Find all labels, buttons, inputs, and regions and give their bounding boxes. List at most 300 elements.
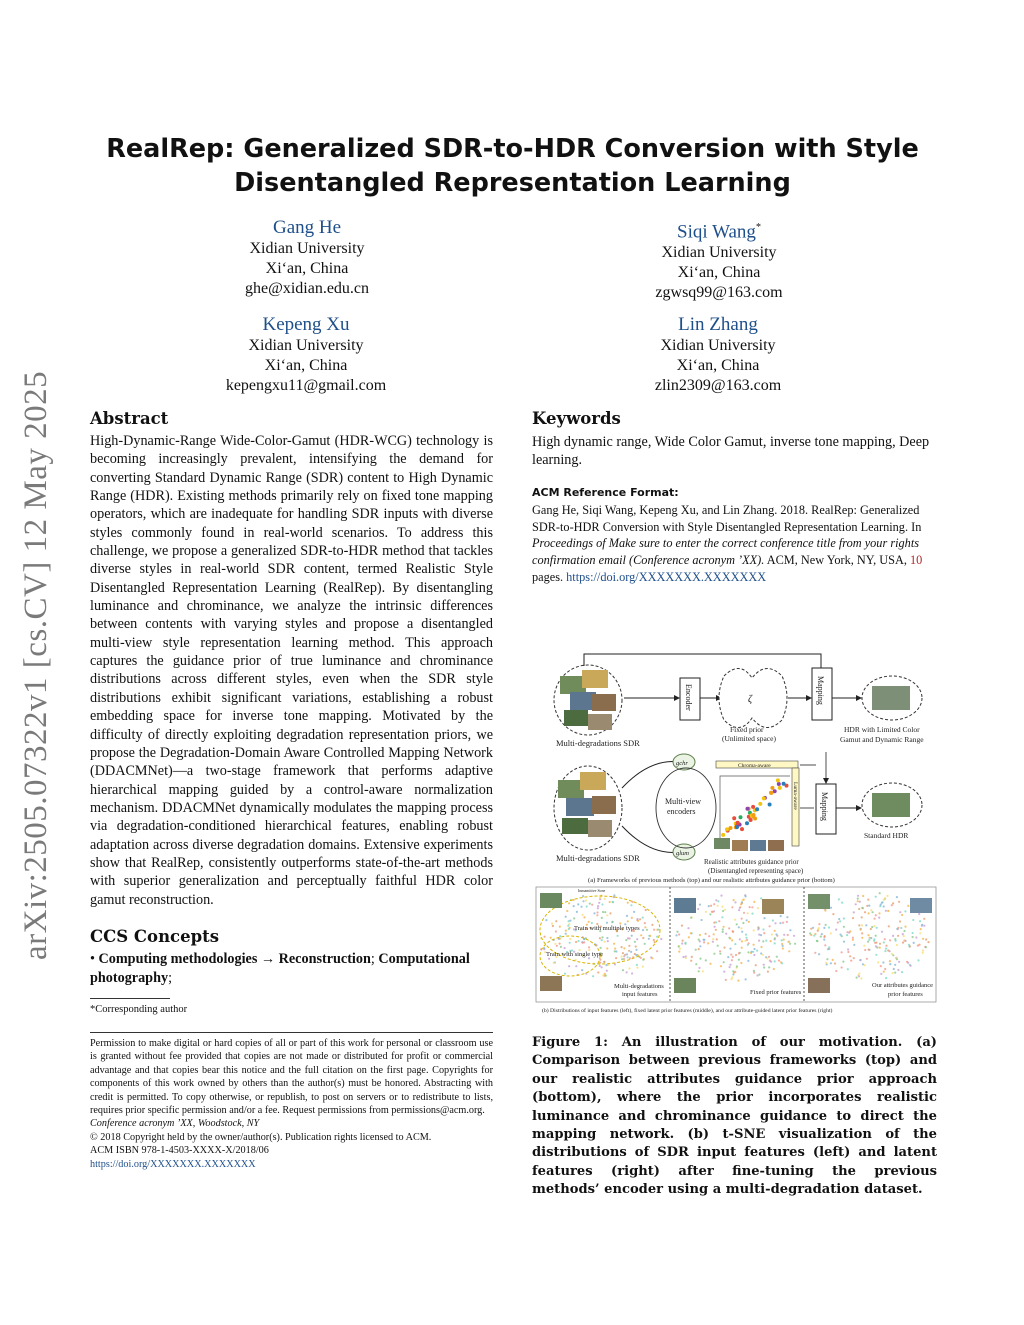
tsne-point (713, 903, 715, 905)
tsne-point (751, 906, 753, 908)
tsne-point (601, 936, 603, 938)
tsne-point (763, 964, 765, 966)
tsne-point (741, 931, 743, 933)
tsne-point (631, 935, 633, 937)
author-location: Xi‘an, China (677, 264, 761, 282)
tsne-point (729, 948, 731, 950)
tsne-thumb (540, 893, 562, 908)
author-email: zlin2309@163.com (654, 377, 782, 394)
tsne-point (591, 904, 593, 906)
tsne-point (913, 942, 915, 944)
tsne-point (727, 956, 729, 958)
prior-point (732, 816, 736, 820)
tsne-point (912, 936, 914, 938)
tsne-point (915, 936, 917, 938)
tsne-point (875, 954, 877, 956)
tsne-point (545, 919, 547, 921)
tsne-point (636, 918, 638, 920)
arrowhead (856, 805, 862, 811)
tsne-point (768, 956, 770, 958)
ccs-concepts (90, 950, 493, 987)
tsne-point (656, 936, 658, 938)
tsne-point (745, 937, 747, 939)
author-block-3 (176, 314, 436, 396)
tsne-point (740, 903, 742, 905)
realistic-prior-label-2: (Disentangled representing space) (708, 867, 804, 875)
train-multiple-label: Train with multiple types (574, 925, 640, 932)
tsne-point (782, 922, 784, 924)
conference-line: Conference acronym ’XX, Woodstock, NY (90, 1118, 260, 1130)
tsne-point (879, 947, 881, 949)
tsne-point (775, 933, 777, 935)
tsne-point (556, 945, 558, 947)
tsne-point (588, 921, 590, 923)
tsne-point (861, 932, 863, 934)
tsne-point (828, 926, 830, 928)
tsne-point (742, 922, 744, 924)
standard-hdr-label: Standard HDR (864, 831, 909, 840)
tsne-point (753, 929, 755, 931)
tsne-point (884, 897, 886, 899)
tsne-point (847, 948, 849, 950)
tsne-point (830, 907, 832, 909)
tsne-point (751, 913, 753, 915)
ref-pages-word: pages. (532, 569, 567, 584)
tsne-point (765, 940, 767, 942)
tsne-point (569, 927, 571, 929)
tsne-point (897, 927, 899, 929)
abstract-heading: Abstract (90, 409, 169, 428)
tsne-point (748, 921, 750, 923)
prior-point (768, 803, 772, 807)
tsne-point (676, 931, 678, 933)
tsne-point (588, 946, 590, 948)
prior-thumb (714, 838, 730, 849)
tsne-point (613, 943, 615, 945)
tsne-point (567, 925, 569, 927)
tsne-point (599, 937, 601, 939)
tsne-point (631, 972, 633, 974)
tsne-point (741, 918, 743, 920)
tsne-point (698, 967, 700, 969)
tsne-point (881, 931, 883, 933)
tsne-point (842, 961, 844, 963)
tsne-point (575, 965, 577, 967)
prior-point (770, 786, 774, 790)
tsne-point (582, 900, 584, 902)
tsne-point (753, 901, 755, 903)
tsne-point (745, 978, 747, 980)
terminator: ; (168, 969, 173, 986)
author-name[interactable]: Kepeng Xu (262, 314, 350, 335)
ref-doi-link[interactable]: https://doi.org/XXXXXXX.XXXXXXX (566, 569, 767, 584)
tsne-point (902, 933, 904, 935)
tsne-point (721, 916, 723, 918)
tsne-point (872, 911, 874, 913)
tsne-point (589, 903, 591, 905)
tsne-point (738, 926, 740, 928)
tsne-point (868, 912, 870, 914)
tsne-point (878, 912, 880, 914)
panel3-label-1: Our attributes guidance (872, 982, 934, 989)
tsne-point (731, 906, 733, 908)
author-email: zgwsq99@163.com (655, 284, 783, 302)
tsne-point (740, 962, 742, 964)
tsne-point (734, 943, 736, 945)
tsne-point (834, 962, 836, 964)
tsne-point (718, 920, 720, 922)
tsne-point (735, 954, 737, 956)
tsne-point (713, 933, 715, 935)
tsne-point (745, 895, 747, 897)
tsne-point (729, 937, 731, 939)
tsne-point (774, 937, 776, 939)
tsne-point (559, 935, 561, 937)
tsne-point (729, 964, 731, 966)
tsne-point (646, 929, 648, 931)
tsne-point (653, 929, 655, 931)
ref-publisher: ACM, New York, NY, USA, (764, 553, 910, 568)
tsne-point (859, 959, 861, 961)
tsne-point (832, 959, 834, 961)
tsne-point (874, 925, 876, 927)
tsne-point (695, 949, 697, 951)
fixed-prior-blob (719, 668, 787, 727)
tsne-point (774, 922, 776, 924)
arrowhead (806, 695, 812, 701)
tsne-point (770, 961, 772, 963)
tsne-point (648, 938, 650, 940)
tsne-point (631, 917, 633, 919)
tsne-point (601, 939, 603, 941)
prior-thumb (768, 840, 784, 851)
tsne-point (628, 967, 630, 969)
tsne-point (875, 945, 877, 947)
ccs-term-1: Computing methodologies (98, 951, 258, 967)
tsne-point (874, 942, 876, 944)
tsne-point (786, 916, 788, 918)
tsne-point (741, 940, 743, 942)
tsne-point (564, 947, 566, 949)
doi-link[interactable]: https://doi.org/XXXXXXX.XXXXXXX (90, 1158, 256, 1170)
tsne-point (880, 973, 882, 975)
tsne-point (852, 917, 854, 919)
tsne-point (582, 914, 584, 916)
tsne-point (823, 927, 825, 929)
tsne-point (847, 968, 849, 970)
tsne-point (591, 922, 593, 924)
tsne-point (734, 919, 736, 921)
tsne-point (626, 915, 628, 917)
tsne-point (609, 901, 611, 903)
title-line-2: Disentangled Representation Learning (234, 168, 791, 198)
tsne-point (565, 933, 567, 935)
tsne-point (576, 911, 578, 913)
tsne-point (614, 963, 616, 965)
tsne-point (927, 941, 929, 943)
tsne-point (748, 942, 750, 944)
prior-point (778, 786, 782, 790)
tsne-point (710, 905, 712, 907)
tsne-point (781, 943, 783, 945)
prior-point (745, 821, 749, 825)
tsne-point (918, 913, 920, 915)
ref-page-count[interactable]: 10 (910, 553, 923, 568)
author-name[interactable]: Siqi Wang* (677, 221, 761, 243)
chroma-aware-label: Chroma-aware (738, 763, 771, 769)
figure-caption: Figure 1: An illustration of our motivation. (a) Comparison between previous frameworks (top) and our realistic attributes guidance prior approach (bottom), where the prior incorporates realistic luminance and chrominance guidance to direct the mapping network. (b) t-SNE visualization of the distributions of SDR input features (left) and latent features (right) after fine-tuning the previous methods’ encoder using a multi-degradation dataset. (532, 1035, 937, 1198)
tsne-point (841, 966, 843, 968)
sdr-thumb (588, 820, 612, 837)
tsne-point (902, 942, 904, 944)
tsne-point (894, 938, 896, 940)
tsne-point (708, 935, 710, 937)
tsne-point (596, 911, 598, 913)
tsne-point (876, 927, 878, 929)
tsne-point (756, 950, 758, 952)
tsne-point (788, 950, 790, 952)
tsne-point (598, 902, 600, 904)
tsne-point (809, 932, 811, 934)
acm-reference-heading: ACM Reference Format: (532, 486, 679, 499)
tsne-point (868, 905, 870, 907)
tsne-point (818, 923, 820, 925)
tsne-point (879, 943, 881, 945)
tsne-point (577, 940, 579, 942)
tsne-point (898, 901, 900, 903)
gchr-label: gchr (676, 760, 688, 767)
tsne-point (853, 957, 855, 959)
tsne-point (782, 947, 784, 949)
tsne-point (892, 954, 894, 956)
tsne-point (835, 929, 837, 931)
tsne-point (874, 918, 876, 920)
sdr-thumb (564, 710, 588, 726)
tsne-point (732, 930, 734, 932)
tsne-point (606, 947, 608, 949)
author-affiliation: Xidian University (661, 244, 777, 262)
tsne-point (824, 935, 826, 937)
tsne-point (732, 973, 734, 975)
tsne-point (837, 921, 839, 923)
prior-point (752, 813, 756, 817)
tsne-point (734, 971, 736, 973)
tsne-point (699, 934, 701, 936)
tsne-point (887, 949, 889, 951)
ccs-heading: CCS Concepts (90, 927, 220, 946)
tsne-point (565, 916, 567, 918)
tsne-point (622, 952, 624, 954)
author-affiliation: Xidian University (249, 240, 365, 257)
tsne-point (769, 925, 771, 927)
tsne-point (722, 928, 724, 930)
sdr-thumb (588, 714, 612, 730)
tsne-point (731, 959, 733, 961)
tsne-point (898, 961, 900, 963)
tsne-point (550, 937, 552, 939)
ccs-term-3: Computational photography (90, 951, 470, 986)
tsne-point (858, 975, 860, 977)
tsne-point (560, 946, 562, 948)
prior-point (782, 782, 786, 786)
tsne-point (577, 903, 579, 905)
tsne-point (757, 928, 759, 930)
tsne-point (753, 970, 755, 972)
author-name[interactable]: Lin Zhang (678, 314, 758, 335)
tsne-point (774, 960, 776, 962)
arrowhead (674, 695, 680, 701)
tsne-thumb (762, 899, 784, 914)
tsne-point (843, 941, 845, 943)
tsne-point (609, 912, 611, 914)
tsne-point (604, 898, 606, 900)
tsne-point (841, 902, 843, 904)
arrow-curve (622, 762, 680, 788)
tsne-point (897, 935, 899, 937)
tsne-point (884, 938, 886, 940)
tsne-point (555, 920, 557, 922)
luma-aware-label: Luma-aware (792, 782, 798, 810)
author-location: Xi‘an, China (676, 357, 760, 374)
tsne-point (690, 932, 692, 934)
tsne-point (709, 913, 711, 915)
tsne-point (892, 935, 894, 937)
prior-point (777, 782, 781, 786)
tsne-point (651, 957, 653, 959)
author-affiliation: Xidian University (248, 337, 364, 354)
tsne-point (894, 972, 896, 974)
tsne-point (875, 914, 877, 916)
tsne-point (741, 901, 743, 903)
tsne-point (919, 932, 921, 934)
tsne-point (783, 934, 785, 936)
author-email: kepengxu11@gmail.com (225, 377, 387, 394)
separator: ; (370, 951, 375, 967)
tsne-point (739, 938, 741, 940)
tsne-point (628, 945, 630, 947)
prior-thumb (750, 840, 766, 851)
tsne-point (733, 899, 735, 901)
tsne-point (920, 928, 922, 930)
tsne-point (882, 961, 884, 963)
tsne-point (720, 895, 722, 897)
tsne-point (857, 898, 859, 900)
tsne-point (871, 926, 873, 928)
tsne-point (729, 966, 731, 968)
tsne-point (883, 941, 885, 943)
tsne-point (826, 958, 828, 960)
prior-point (769, 791, 773, 795)
tsne-point (866, 958, 868, 960)
tsne-point (793, 935, 795, 937)
tsne-point (763, 917, 765, 919)
tsne-point (861, 916, 863, 918)
tsne-point (781, 939, 783, 941)
tsne-point (656, 950, 658, 952)
tsne-point (900, 927, 902, 929)
tsne-point (923, 918, 925, 920)
tsne-point (612, 901, 614, 903)
tsne-point (715, 929, 717, 931)
tsne-point (794, 943, 796, 945)
author-email: ghe@xidian.edu.cn (244, 280, 370, 297)
tsne-point (756, 974, 758, 976)
tsne-point (675, 934, 677, 936)
tsne-point (717, 905, 719, 907)
tsne-point (709, 963, 711, 965)
tsne-point (856, 977, 858, 979)
tsne-point (741, 947, 743, 949)
sdr-thumb (562, 818, 588, 834)
sdr-thumb (592, 796, 616, 814)
tsne-point (814, 952, 816, 954)
tsne-point (690, 917, 692, 919)
tsne-point (896, 944, 898, 946)
panel2-label: Fixed prior features (750, 989, 802, 996)
tsne-point (901, 971, 903, 973)
tsne-point (586, 905, 588, 907)
tsne-point (707, 942, 709, 944)
tsne-point (923, 925, 925, 927)
figure-1 (530, 648, 944, 1020)
tsne-point (715, 899, 717, 901)
tsne-point (889, 939, 891, 941)
arrow: → (260, 951, 276, 967)
tsne-point (780, 915, 782, 917)
tsne-point (714, 926, 716, 928)
tsne-point (642, 937, 644, 939)
tsne-point (599, 962, 601, 964)
tsne-point (730, 954, 732, 956)
tsne-point (852, 939, 854, 941)
title-line-1: RealRep: Generalized SDR-to-HDR Conversion with Style (106, 134, 919, 164)
tsne-point (846, 931, 848, 933)
sdr-thumb (566, 798, 594, 816)
tsne-point (889, 963, 891, 965)
tsne-point (828, 946, 830, 948)
tsne-point (705, 911, 707, 913)
tsne-point (553, 962, 555, 964)
tsne-point (682, 940, 684, 942)
tsne-thumb (674, 978, 696, 993)
tsne-point (774, 930, 776, 932)
tsne-point (697, 908, 699, 910)
permission-rule (90, 1032, 493, 1033)
tsne-point (880, 904, 882, 906)
acm-reference (532, 502, 937, 586)
tsne-point (909, 945, 911, 947)
tsne-point (705, 959, 707, 961)
tsne-point (855, 903, 857, 905)
tsne-point (892, 972, 894, 974)
tsne-point (555, 930, 557, 932)
tsne-point (701, 919, 703, 921)
tsne-thumb (540, 976, 562, 991)
tsne-point (746, 919, 748, 921)
tsne-point (821, 933, 823, 935)
glum-label: glum (676, 850, 689, 857)
tsne-point (832, 913, 834, 915)
author-name[interactable]: Gang He (272, 217, 342, 238)
tsne-point (736, 923, 738, 925)
tsne-point (635, 945, 637, 947)
tsne-point (830, 932, 832, 934)
prior-point (736, 821, 740, 825)
tsne-point (754, 948, 756, 950)
prior-thumb (732, 840, 748, 851)
tsne-point (888, 925, 890, 927)
tsne-point (678, 945, 680, 947)
